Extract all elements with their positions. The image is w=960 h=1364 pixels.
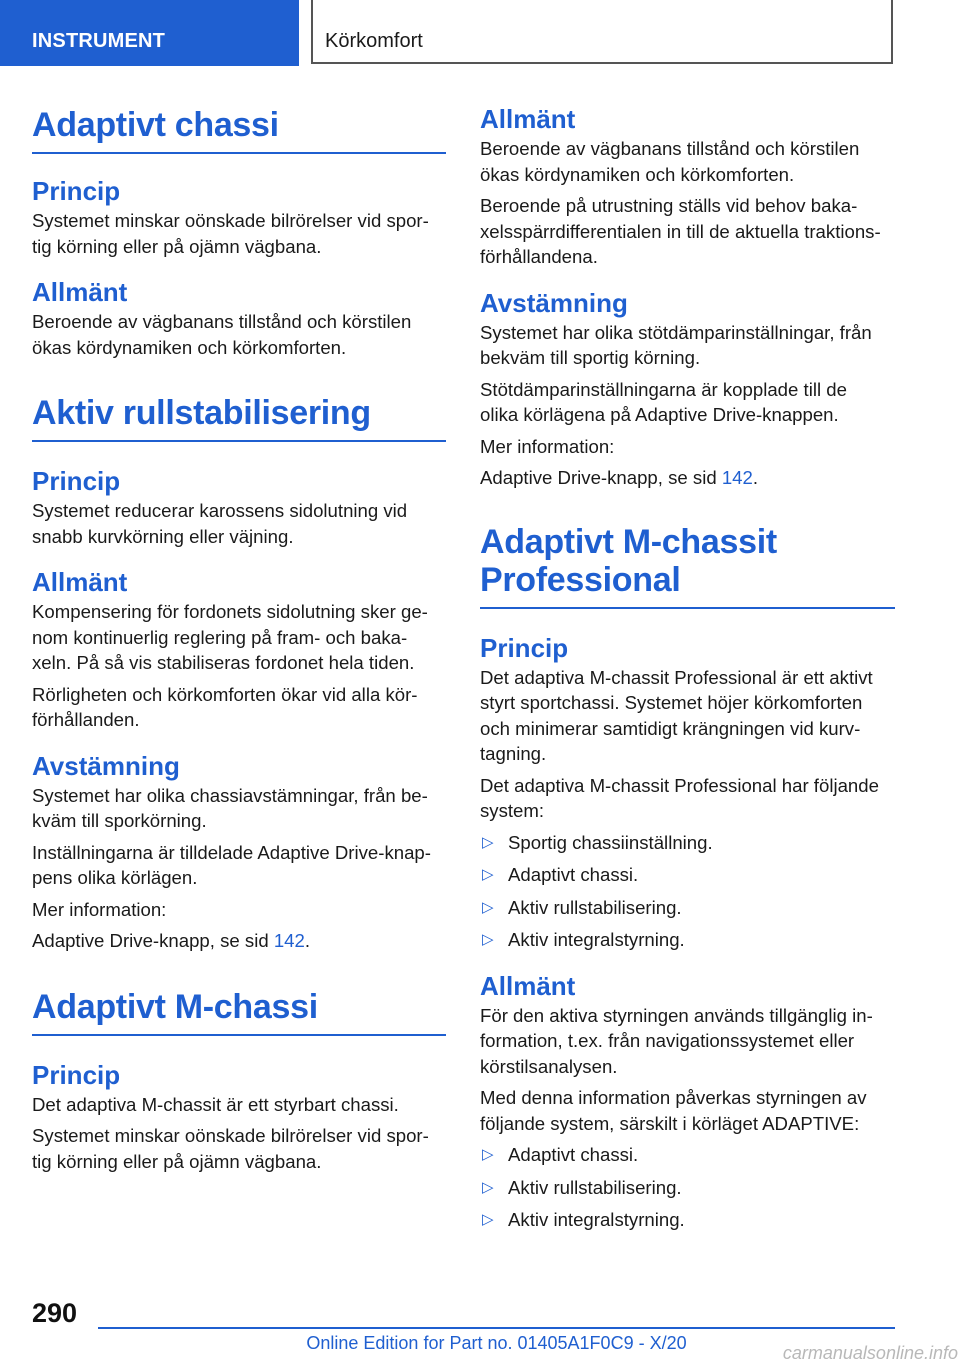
reference-text: Adaptive Drive-knapp, se sid [480, 467, 722, 488]
paragraph: Systemet minskar oönskade bilrörelser vid spor- tig körning eller på ojämn vägbana. [32, 210, 429, 257]
list-item [480, 862, 895, 888]
paragraph: Inställningarna är tilldelade Adaptive Drive-knap- pens olika körlägen. [32, 841, 431, 888]
cross-reference [32, 928, 446, 954]
subheading-tuning: Avstämning [32, 750, 180, 781]
triangle-right-outline-icon: ▷ [482, 1211, 494, 1228]
heading-m-professional: Adaptivt M-chassit Professional [480, 523, 895, 609]
paragraph: Stötdämparinställningarna är kopplade till de olika körlägena på Adaptive Drive-knappen. [480, 378, 847, 425]
topic-title: Körkomfort [325, 30, 423, 52]
watermark: carmanualsonline.info [782, 1343, 958, 1363]
paragraph: Systemet reducerar karossens sidolutning vid snabb kurvkörning eller väjning. [32, 500, 408, 547]
paragraph: Systemet har olika chassiavstämningar, från be- kväm till sporkörning. [32, 784, 428, 831]
page-link-142[interactable]: 142 [273, 930, 305, 951]
list-item-text: Sportig chassiinställning. [508, 831, 713, 853]
heading-m-chassis: Adaptivt M-chassi [32, 988, 446, 1036]
page-link-142[interactable]: 142 [721, 467, 753, 488]
paragraph: Systemet minskar oönskade bilrörelser vid spor- tig körning eller på ojämn vägbana. [32, 1125, 429, 1172]
section-tab [0, 0, 299, 66]
list-item [480, 1142, 895, 1168]
subheading-principle: Princip [32, 1059, 121, 1090]
footer-divider [98, 1327, 895, 1329]
triangle-right-outline-icon: ▷ [482, 866, 494, 883]
list-item [480, 830, 895, 856]
list-item-text: Adaptivt chassi. [508, 864, 639, 885]
heading-adaptive-chassis: Adaptivt chassi [32, 106, 446, 154]
paragraph: Systemet har olika stötdämparinställningar, från bekväm till sportig körning. [480, 321, 872, 368]
list-item [480, 927, 895, 953]
list-item-text: Aktiv integralstyrning. [508, 1209, 685, 1230]
subheading-general: Allmänt [32, 567, 128, 597]
paragraph: Kompensering för fordonets sidolutning sker ge- nom kontinuerlig reglering på fram- och baka- xeln. På så vis stabiliseras fordonet hela tiden. [32, 601, 428, 673]
subheading-general: Allmänt [32, 277, 128, 307]
subheading-principle: Princip [32, 176, 121, 206]
subheading-general: Allmänt [480, 970, 576, 1001]
subheading-principle: Princip [480, 632, 569, 663]
list-item-text: Aktiv rullstabilisering. [508, 896, 682, 918]
list-item [480, 1175, 895, 1201]
paragraph: Det adaptiva M-chassit är ett styrbart chassi. [32, 1093, 399, 1115]
triangle-right-outline-icon: ▷ [482, 898, 494, 916]
reference-end: . [304, 930, 311, 951]
list-item-text: Aktiv integralstyrning. [508, 929, 685, 950]
right-column [480, 96, 895, 1233]
cross-reference [480, 465, 895, 491]
reference-end: . [752, 467, 759, 488]
subheading-tuning: Avstämning [480, 287, 628, 318]
paragraph: Med denna information påverkas styrningen av följande system, särskilt i körläget ADAPTIVE: [480, 1087, 867, 1134]
edition-note: Online Edition for Part no. 01405A1F0C9 - X/20 [306, 1333, 687, 1353]
paragraph: Beroende av vägbanans tillstånd och körstilen ökas kördynamiken och körkomforten. [480, 138, 860, 185]
subheading-general: Allmänt [480, 104, 576, 134]
list-item [480, 895, 895, 921]
left-column [32, 96, 446, 1174]
list-item [480, 1207, 895, 1233]
paragraph: För den aktiva styrningen används tillgänglig in- formation, t.ex. från navigationssystemet eller körstilsanalysen. [480, 1004, 873, 1077]
topic-tab [311, 0, 893, 64]
heading-active-roll: Aktiv rullstabilisering [32, 394, 446, 442]
systems-list [480, 830, 895, 953]
more-info-label: Mer information: [32, 898, 167, 920]
subheading-principle: Princip [32, 466, 121, 496]
paragraph: Beroende av vägbanans tillstånd och körstilen ökas kördynamiken och körkomforten. [32, 311, 412, 358]
list-item-text: Adaptivt chassi. [508, 1144, 639, 1165]
more-info-label: Mer information: [480, 435, 615, 457]
section-title: INSTRUMENT [32, 30, 166, 52]
paragraph: Det adaptiva M-chassit Professional är ett aktivt styrt sportchassi. Systemet höjer körkomforten och minimerar samtidigt krängningen vid kurv- tagning. [480, 666, 873, 764]
triangle-right-outline-icon: ▷ [482, 1178, 494, 1196]
paragraph: Det adaptiva M-chassit Professional har följande system: [480, 774, 879, 821]
affected-systems-list [480, 1142, 895, 1233]
page-number: 290 [32, 1298, 78, 1328]
list-item-text: Aktiv rullstabilisering. [508, 1176, 682, 1198]
reference-text: Adaptive Drive-knapp, se sid [32, 930, 274, 951]
triangle-right-outline-icon: ▷ [482, 931, 494, 948]
paragraph: Rörligheten och körkomforten ökar vid alla kör- förhållanden. [32, 683, 418, 730]
triangle-right-outline-icon: ▷ [482, 833, 494, 851]
paragraph: Beroende på utrustning ställs vid behov baka- xelsspärrdifferentialen in till de aktuella traktions- förhållandena. [480, 195, 881, 267]
triangle-right-outline-icon: ▷ [482, 1146, 494, 1163]
